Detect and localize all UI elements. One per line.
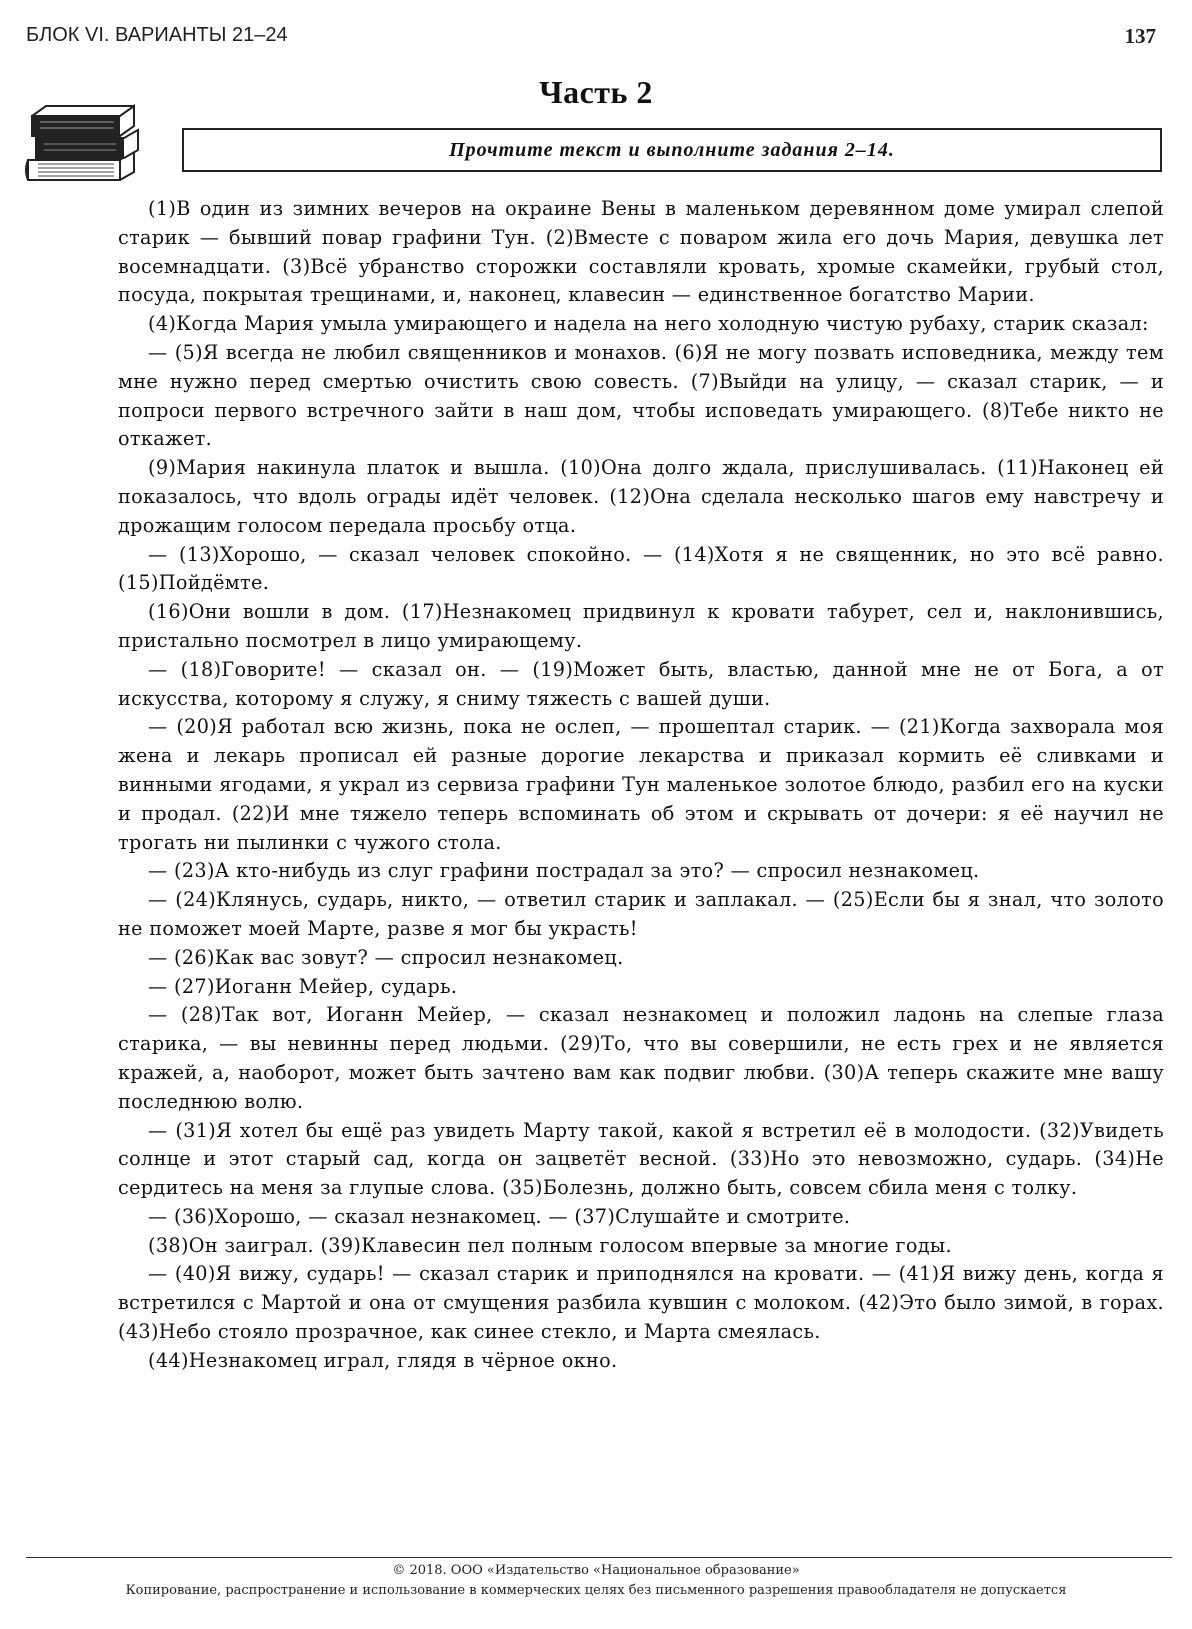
paragraph: — (28)Так вот, Иоганн Мейер, — сказал незнакомец и положил ладонь на слепые глаза старика, — вы невинны перед людьми. (29)То, что вы совершили, не есть грех и не является кражей, а, наоборот, может быть зачтено вам как подвиг любви. (30)А теперь скажите мне вашу последнюю волю. xyxy=(118,1003,1164,1113)
paragraph: (4)Когда Мария умыла умирающего и надела на него холодную чистую рубаху, старик сказал: xyxy=(148,312,1149,336)
paragraph: (9)Мария накинула платок и вышла. (10)Она долго ждала, прислушивалась. (11)Наконец ей показалось, что вдоль ограды идёт человек. (12)Она сделала несколько шагов ему навстречу и дрожащим голосом передала просьбу отца. xyxy=(118,456,1164,537)
reading-text xyxy=(118,195,1164,1376)
paragraph: — (13)Хорошо, — сказал человек спокойно. — (14)Хотя я не священник, но это всё равно. (15)Пойдёмте. xyxy=(118,542,1164,595)
part-title: Часть 2 xyxy=(539,74,653,110)
section-header: БЛОК VI. ВАРИАНТЫ 21–24 xyxy=(26,24,288,46)
footer-copyright: © 2018. ООО «Издательство «Национальное образование» xyxy=(392,1563,800,1578)
paragraph: (38)Он заиграл. (39)Клавесин пел полным голосом впервые за многие годы. xyxy=(148,1233,952,1257)
footer-notice: Копирование, распространение и использование в коммерческих целях без письменного разрешения правообладателя не допускается xyxy=(125,1583,1067,1598)
paragraph: (44)Незнакомец играл, глядя в чёрное окно. xyxy=(148,1348,618,1372)
paragraph: — (40)Я вижу, сударь! — сказал старик и приподнялся на кровати. — (41)Я вижу день, когда я встретился с Мартой и она от смущения разбила кувшин с молоком. (42)Это было зимой, в горах. (43)Небо стояло прозрачное, как синее стекло, и Марта смеялась. xyxy=(118,1262,1164,1344)
paragraph: — (5)Я всегда не любил священников и монахов. (6)Я не могу позвать исповедника, между тем мне нужно перед смертью очистить свою совесть. (7)Выйди на улицу, — сказал старик, — и попроси первого встречного зайти в наш дом, чтобы исповедать умирающего. (8)Тебе никто не откажет. xyxy=(118,340,1164,451)
instruction-text: Прочтите текст и выполните задания 2–14. xyxy=(449,138,895,161)
paragraph: — (23)А кто-нибудь из слуг графини пострадал за это? — спросил незнакомец. xyxy=(148,859,980,883)
paragraph: — (20)Я работал всю жизнь, пока не ослеп, — прошептал старик. — (21)Когда захворала моя жена и лекарь прописал ей разные дорогие лекарства и приказал кормить её сливками и винными ягодами, я украл из сервиза графини Тун маленькое золотое блюдо, разбил его на куски и продал. (22)И мне тяжело теперь вспоминать об этом и скрывать от дочери: я её научил не трогать ни пылинки с чужого стола. xyxy=(118,715,1164,854)
instruction-box xyxy=(182,128,1162,172)
footer-divider xyxy=(26,1557,1172,1558)
paragraph: — (18)Говорите! — сказал он. — (19)Может быть, властью, данной мне не от Бога, а от искусства, которому я служу, я сниму тяжесть с вашей души. xyxy=(118,657,1164,710)
paragraph: — (36)Хорошо, — сказал незнакомец. — (37)Слушайте и смотрите. xyxy=(148,1204,851,1228)
paragraph: — (27)Иоганн Мейер, сударь. xyxy=(148,974,458,998)
page-number: 137 xyxy=(1124,24,1156,48)
paragraph: (16)Они вошли в дом. (17)Незнакомец придвинул к кровати табурет, сел и, наклонившись, пристально посмотрел в лицо умирающему. xyxy=(118,600,1164,652)
books-icon xyxy=(24,102,152,186)
paragraph: — (24)Клянусь, сударь, никто, — ответил старик и заплакал. — (25)Если бы я знал, что золото не поможет моей Марте, разве я мог бы украсть! xyxy=(118,888,1164,940)
paragraph: (1)В один из зимних вечеров на окраине Вены в маленьком деревянном доме умирал слепой старик — бывший повар графини Тун. (2)Вместе с поваром жила его дочь Мария, девушка лет восемнадцати. (3)Всё убранство сторожки составляли кровать, хромые скамейки, грубый стол, посуда, покрытая трещинами, и, наконец, клавесин — единственное богатство Марии. xyxy=(118,197,1164,307)
paragraph: — (26)Как вас зовут? — спросил незнакомец. xyxy=(148,945,624,969)
paragraph: — (31)Я хотел бы ещё раз увидеть Марту такой, какой я встретил её в молодости. (32)Увидеть солнце и этот старый сад, когда он зацветёт весной. (33)Но это невозможно, сударь. (34)Не сердитесь на меня за глупые слова. (35)Болезнь, должно быть, совсем сбила меня с толку. xyxy=(118,1118,1164,1200)
